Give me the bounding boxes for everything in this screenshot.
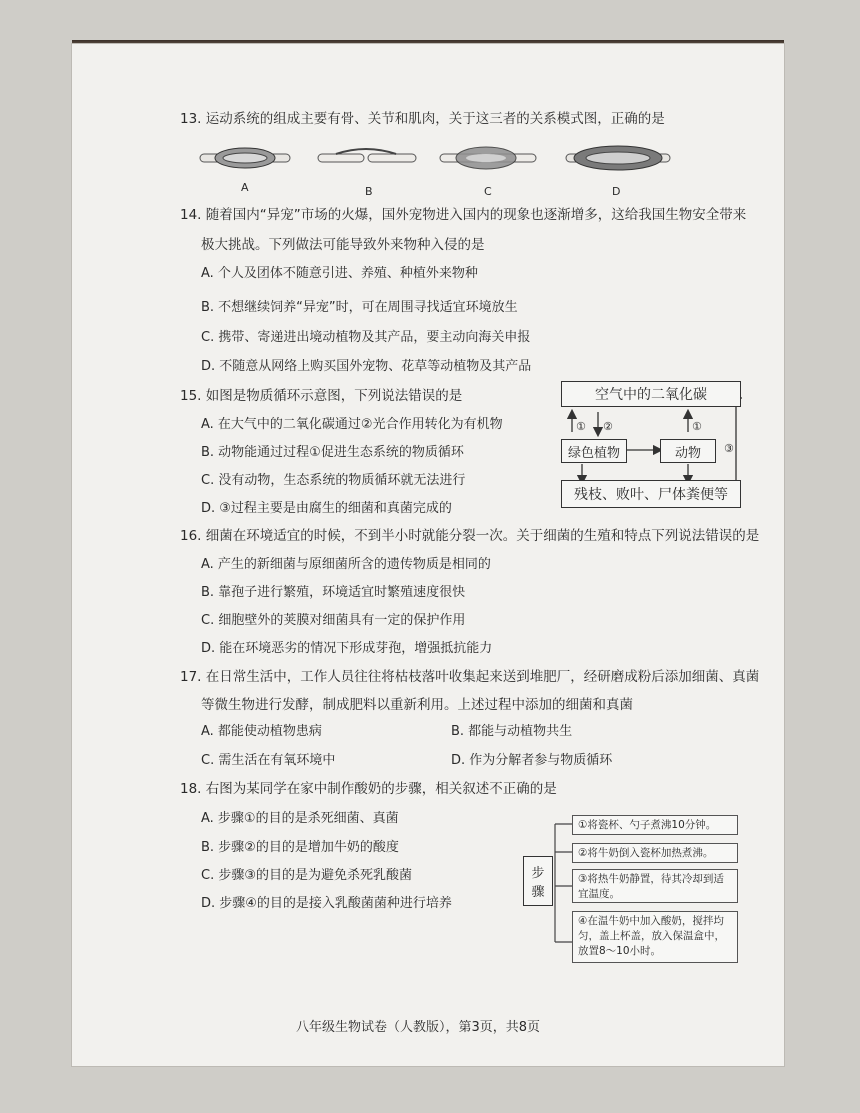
q16-option-c: C. 细胞壁外的荚膜对细菌具有一定的保护作用 (201, 613, 466, 628)
q13-stem: 13. 运动系统的组成主要有骨、关节和肌肉，关于这三者的关系模式图，正确的是 (180, 111, 665, 127)
q15-process-3: ③ (724, 442, 734, 455)
q14-option-a: A. 个人及团体不随意引进、养殖、种植外来物种 (201, 266, 478, 281)
q18-step-1: ①将瓷杯、勺子煮沸10分钟。 (572, 815, 738, 835)
q15-option-a: A. 在大气中的二氧化碳通过②光合作用转化为有机物 (201, 417, 503, 432)
q15-process-1-animal: ① (692, 420, 702, 433)
q17-stem-line2: 等微生物进行发酵，制成肥料以重新利用。上述过程中添加的细菌和真菌 (201, 697, 633, 713)
q14-option-b: B. 不想继续饲养“异宠”时，可在周围寻找适宜环境放生 (201, 300, 518, 315)
q17-stem-line1: 17. 在日常生活中，工作人员往往将枯枝落叶收集起来送到堆肥厂，经研磨成粉后添加细菌、真菌 (180, 669, 760, 685)
q14-stem-line2: 极大挑战。下列做法可能导致外来物种入侵的是 (201, 237, 485, 253)
q13-label-b: B (365, 185, 373, 198)
figure-d (566, 146, 670, 170)
q18-option-d: D. 步骤④的目的是接入乳酸菌菌种进行培养 (201, 896, 452, 911)
q15-box-green-plant: 绿色植物 (561, 439, 627, 463)
q18-steps-label-1: 步 (531, 866, 545, 881)
q15-process-2: ② (603, 420, 613, 433)
q15-box-remains: 残枝、败叶、尸体粪便等 (561, 480, 741, 508)
q13-label-c: C (484, 185, 492, 198)
q16-option-b: B. 靠孢子进行繁殖，环境适宜时繁殖速度很快 (201, 585, 466, 600)
q15-stem: 15. 如图是物质循环示意图，下列说法错误的是 (180, 388, 463, 404)
q15-option-b: B. 动物能通过过程①促进生态系统的物质循环 (201, 445, 464, 460)
q17-option-a: A. 都能使动植物患病 (201, 724, 322, 739)
q13-bone-muscle-figures (196, 140, 676, 182)
q15-process-1-plant: ① (576, 420, 586, 433)
q16-option-a: A. 产生的新细菌与原细菌所含的遗传物质是相同的 (201, 557, 491, 572)
q18-steps-label-2: 骤 (531, 885, 545, 900)
figure-c (440, 147, 536, 169)
q18-option-c: C. 步骤③的目的是为避免杀死乳酸菌 (201, 868, 412, 883)
q14-option-c: C. 携带、寄递进出境动植物及其产品，要主动向海关申报 (201, 330, 531, 345)
q15-box-animal: 动物 (660, 439, 716, 463)
q15-option-c: C. 没有动物，生态系统的物质循环就无法进行 (201, 473, 466, 488)
q18-stem: 18. 右图为某同学在家中制作酸奶的步骤，相关叙述不正确的是 (180, 781, 557, 797)
q18-option-b: B. 步骤②的目的是增加牛奶的酸度 (201, 840, 399, 855)
q17-option-d: D. 作为分解者参与物质循环 (451, 753, 613, 768)
q15-option-d: D. ③过程主要是由腐生的细菌和真菌完成的 (201, 501, 452, 516)
q17-option-b: B. 都能与动植物共生 (451, 724, 573, 739)
q18-step-2: ②将牛奶倒入瓷杯加热煮沸。 (572, 843, 738, 863)
q15-box-co2: 空气中的二氧化碳 (561, 381, 741, 407)
q18-step-4: ④在温牛奶中加入酸奶，搅拌均匀，盖上杯盖，放入保温盒中，放置8～10小时。 (572, 911, 738, 963)
q18-option-a: A. 步骤①的目的是杀死细菌、真菌 (201, 811, 399, 826)
q18-steps-label (523, 856, 553, 906)
q17-option-c: C. 需生活在有氧环境中 (201, 753, 336, 768)
q14-stem-line1: 14. 随着国内“异宠”市场的火爆，国外宠物进入国内的现象也逐渐增多，这给我国生物安全带来 (180, 207, 747, 223)
figure-a (200, 148, 290, 168)
q13-label-d: D (612, 185, 621, 198)
q16-option-d: D. 能在环境恶劣的情况下形成芽孢，增强抵抗能力 (201, 641, 493, 656)
q14-option-d: D. 不随意从网络上购买国外宠物、花草等动植物及其产品 (201, 359, 532, 374)
page-footer: 八年级生物试卷（人教版），第3页，共8页 (296, 1020, 541, 1035)
q16-stem: 16. 细菌在环境适宜的时候，不到半小时就能分裂一次。关于细菌的生殖和特点下列说法错误的是 (180, 528, 760, 544)
q18-step-3: ③将热牛奶静置，待其冷却到适宜温度。 (572, 869, 738, 903)
q13-label-a: A (241, 181, 249, 194)
figure-b (318, 149, 416, 162)
